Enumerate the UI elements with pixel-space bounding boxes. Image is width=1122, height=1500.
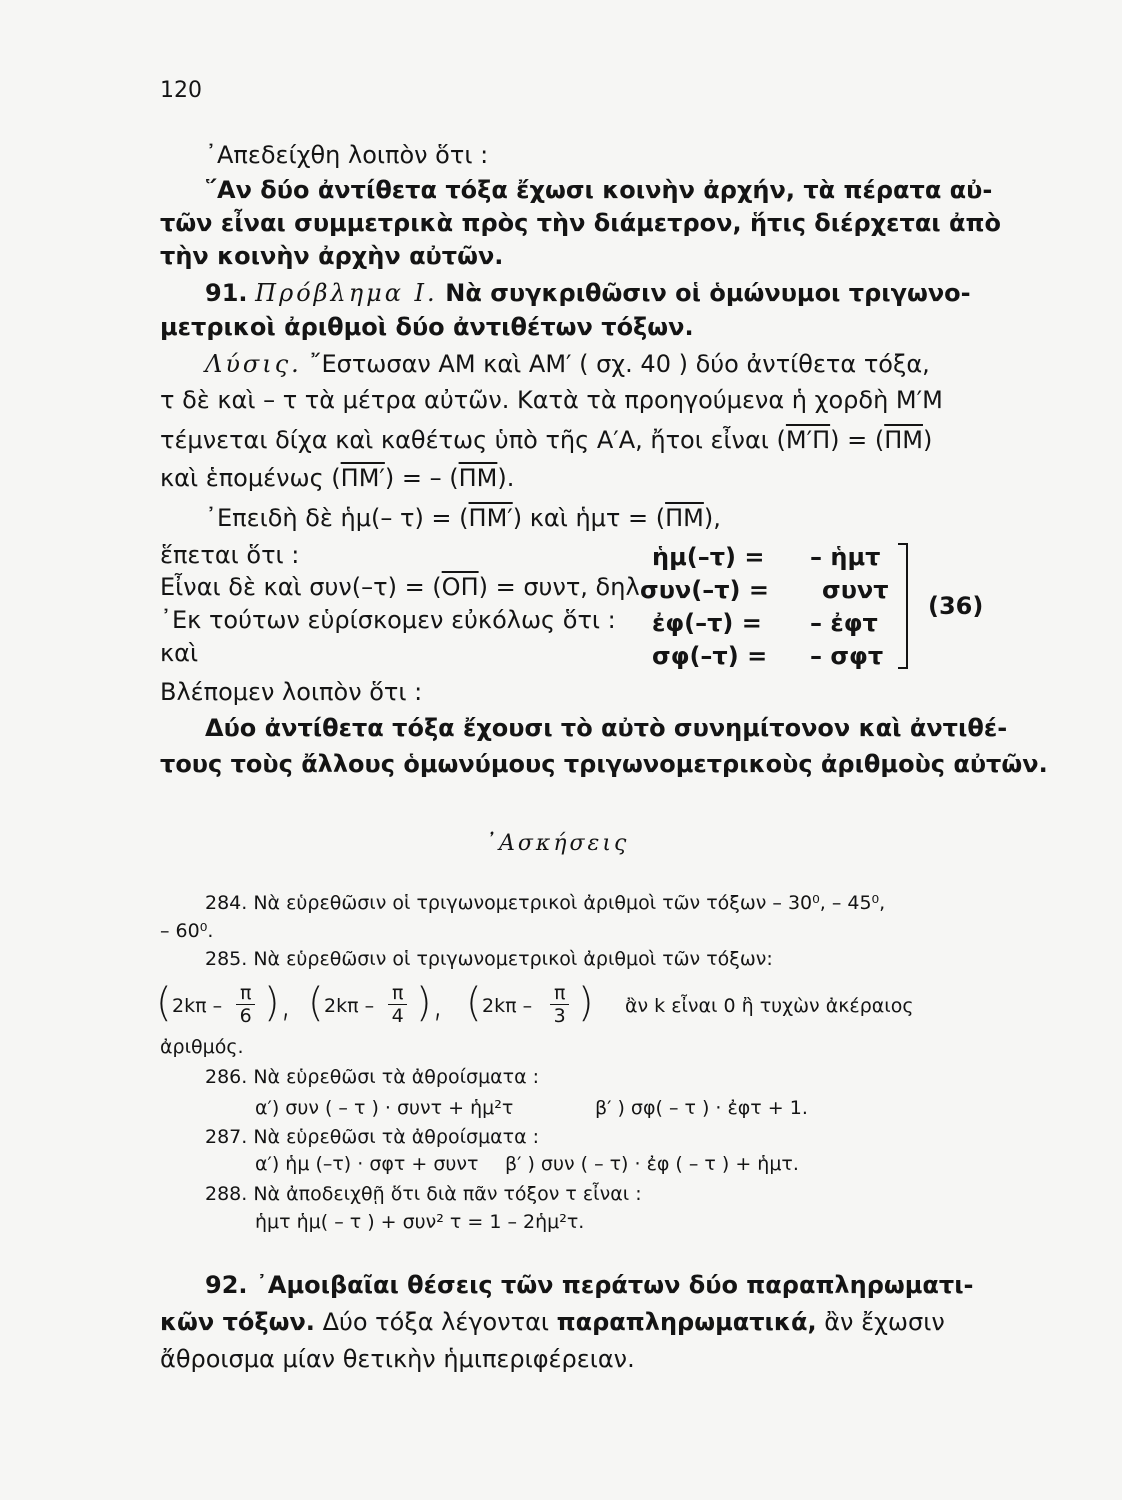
exercise-285-b: ἀριθμός.	[160, 1036, 244, 1058]
solution-line-4	[160, 466, 514, 490]
solution-line-8: ᾿Εκ τούτων εὑρίσκομεν εὐκόλως ὅτι :	[160, 606, 616, 634]
solution-text-1: ῎Εστωσαν ΑΜ καὶ ΑΜ′ ( σχ. 40 ) δύο ἀντίθετα τόξα,	[309, 350, 930, 378]
solution-line-5	[205, 506, 721, 530]
proved-intro: ᾿Απεδείχθη λοιπὸν ὅτι :	[205, 141, 489, 169]
solution-4b: ΠΜ′	[340, 464, 385, 492]
paren-close-1: ),	[264, 980, 293, 1026]
solution-7a: Εἶναι δὲ καὶ συν(–τ) = (	[160, 573, 442, 601]
section-92-heading	[205, 1273, 974, 1297]
conclusion-line-1: Δύο ἀντίθετα τόξα ἔχουσι τὸ αὐτὸ συνημίτονον καὶ ἀντιθέ-	[205, 714, 1008, 742]
solution-line-7	[160, 575, 647, 599]
solution-line-9: καὶ	[160, 639, 199, 667]
solution-3c: ) = (	[830, 426, 885, 454]
theorem-line-3: τὴν κοινὴν ἀρχὴν αὐτῶν.	[160, 242, 504, 270]
section-92-bold-2: παραπληρωματικά,	[556, 1308, 817, 1336]
exercise-287-b: β′ ) συν ( – τ) · ἐφ ( – τ ) + ἡμτ.	[505, 1153, 799, 1175]
section-92-line-3: ἄθροισμα μίαν θετικὴν ἡμιπεριφέρειαν.	[160, 1345, 635, 1373]
frac-3-prefix: 2kπ –	[482, 995, 533, 1017]
theorem-line-1: ῞Αν δύο ἀντίθετα τόξα ἔχωσι κοινὴν ἀρχήν, τὰ πέρατα αὐ-	[205, 176, 993, 204]
formula-lhs-4: σφ(–τ) =	[652, 642, 768, 670]
paren-open-1: (	[156, 980, 172, 1026]
problem-label: Πρόβλημα Ι.	[255, 279, 438, 307]
exercise-287-a: α′) ἡμ (–τ) · σφτ + συντ	[255, 1153, 479, 1175]
solution-4a: καὶ ἑπομένως (	[160, 464, 341, 492]
solution-3e: )	[922, 426, 933, 454]
section-92-text-2b: ἂν ἔχωσιν	[824, 1308, 945, 1336]
fraction-1-den: 6	[239, 1005, 252, 1027]
paren-close-3: )	[578, 980, 594, 1026]
solution-3d: $\overline{\Pi M}$	[884, 426, 923, 454]
solution-line-2: τ δὲ καὶ – τ τὰ μέτρα αὐτῶν. Κατὰ τὰ προηγούμενα ἡ χορδὴ Μ′Μ	[160, 386, 943, 414]
exercise-284-b: – 60⁰.	[160, 920, 214, 942]
solution-3a: τέμνεται δίχα καὶ καθέτως ὑπὸ τῆς Α′Α, ἤτοι εἶναι (	[160, 426, 786, 454]
solution-line-10: Βλέπομεν λοιπὸν ὅτι :	[160, 678, 423, 706]
exercise-285-a: 285. Νὰ εὑρεθῶσιν οἱ τριγωνομετρικοὶ ἀριθμοὶ τῶν τόξων:	[205, 948, 773, 970]
solution-5c: ) καὶ ἡμτ = (	[512, 504, 666, 532]
exercise-286-a: α′) συν ( – τ ) · συντ + ἡμ²τ	[255, 1097, 514, 1119]
section-92-number: 92.	[205, 1271, 248, 1299]
solution-line-3	[160, 428, 932, 452]
exercises-title: ᾿Ασκήσεις	[485, 831, 630, 856]
formula-rhs-1: – ἡμτ	[810, 543, 881, 571]
conclusion-line-2: τους τοὺς ἄλλους ὁμωνύμους τριγωνομετρικοὺς ἀριθμοὺς αὐτῶν.	[160, 750, 1048, 778]
exercise-287: 287. Νὰ εὑρεθῶσι τὰ ἀθροίσματα :	[205, 1126, 540, 1148]
frac-1-prefix: 2kπ –	[172, 995, 223, 1017]
formula-rhs-4: – σφτ	[810, 642, 884, 670]
solution-7c: ) = συντ, δηλ.	[478, 573, 648, 601]
solution-4d: $\overline{\Pi M}$	[458, 464, 498, 492]
section-92-text-2: Δύο τόξα λέγονται	[322, 1308, 550, 1336]
solution-4c: ) = – (	[384, 464, 459, 492]
paren-open-3: (	[466, 980, 482, 1026]
exercise-286-b: β′ ) σφ( – τ ) · ἐφτ + 1.	[595, 1097, 808, 1119]
problem-number: 91.	[205, 279, 248, 307]
fraction-2-den: 4	[391, 1005, 404, 1027]
paren-open-2: (	[308, 980, 324, 1026]
exercise-286: 286. Νὰ εὑρεθῶσι τὰ ἀθροίσματα :	[205, 1066, 540, 1088]
fraction-1	[236, 982, 255, 1027]
solution-3b: Μ′Π	[785, 426, 831, 454]
fraction-2-num: π	[388, 982, 407, 1005]
section-92-line-2	[160, 1310, 945, 1334]
formula-lhs-1: ἡμ(–τ) =	[652, 543, 765, 571]
solution-5a: ᾿Επειδὴ δὲ ἡμ(– τ) = (	[205, 504, 469, 532]
solution-5d: $\overline{\Pi M}$	[665, 504, 704, 532]
theorem-line-2: τῶν εἶναι συμμετρικὰ πρὸς τὴν διάμετρον, ἥτις διέρχεται ἀπὸ	[160, 209, 1001, 237]
solution-5b: ΠΜ′	[468, 504, 513, 532]
exercise-288-a: ἡμτ ἡμ( – τ ) + συν² τ = 1 – 2ἡμ²τ.	[255, 1211, 585, 1233]
fraction-1-num: π	[236, 982, 255, 1005]
solution-line-1	[205, 352, 930, 376]
problem-heading	[205, 281, 971, 305]
frac-2-prefix: 2kπ –	[324, 995, 375, 1017]
solution-4e: ).	[497, 464, 515, 492]
formula-lhs-3: ἐφ(–τ) =	[652, 609, 762, 637]
formula-rhs-3: – ἐφτ	[810, 609, 878, 637]
formula-number: (36)	[928, 592, 984, 620]
solution-7b: $\overline{O\Pi}$	[441, 573, 479, 601]
problem-text-2: μετρικοὶ ἀριθμοὶ δύο ἀντιθέτων τόξων.	[160, 313, 694, 341]
solution-5e: ),	[703, 504, 721, 532]
solution-label: Λύσις.	[205, 350, 302, 378]
solution-line-6: ἕπεται ὅτι :	[160, 541, 300, 569]
fraction-2	[388, 982, 407, 1027]
exercise-288: 288. Νὰ ἀποδειχθῇ ὅτι διὰ πᾶν τόξον τ εἶναι :	[205, 1183, 642, 1205]
paren-close-2: ),	[416, 980, 445, 1026]
problem-text-1: Νὰ συγκριθῶσιν οἱ ὁμώνυμοι τριγωνο-	[445, 279, 971, 307]
section-92-title-2: κῶν τόξων.	[160, 1308, 315, 1336]
section-92-title-1: ᾿Αμοιβαῖαι θέσεις τῶν περάτων δύο παραπληρωματι-	[255, 1271, 974, 1299]
exercise-284-a: 284. Νὰ εὑρεθῶσιν οἱ τριγωνομετρικοὶ ἀριθμοὶ τῶν τόξων – 30⁰, – 45⁰,	[205, 892, 886, 914]
formula-brace	[898, 543, 908, 669]
formula-lhs-2: συν(–τ) =	[640, 576, 769, 604]
fraction-3-den: 3	[553, 1005, 566, 1027]
page-number: 120	[160, 78, 202, 103]
fraction-3-num: π	[550, 982, 569, 1005]
formula-rhs-2: συντ	[822, 576, 889, 604]
exercise-285-tail: ἂν k εἶναι 0 ἢ τυχὼν ἀκέραιος	[625, 995, 914, 1017]
fraction-3	[550, 982, 569, 1027]
